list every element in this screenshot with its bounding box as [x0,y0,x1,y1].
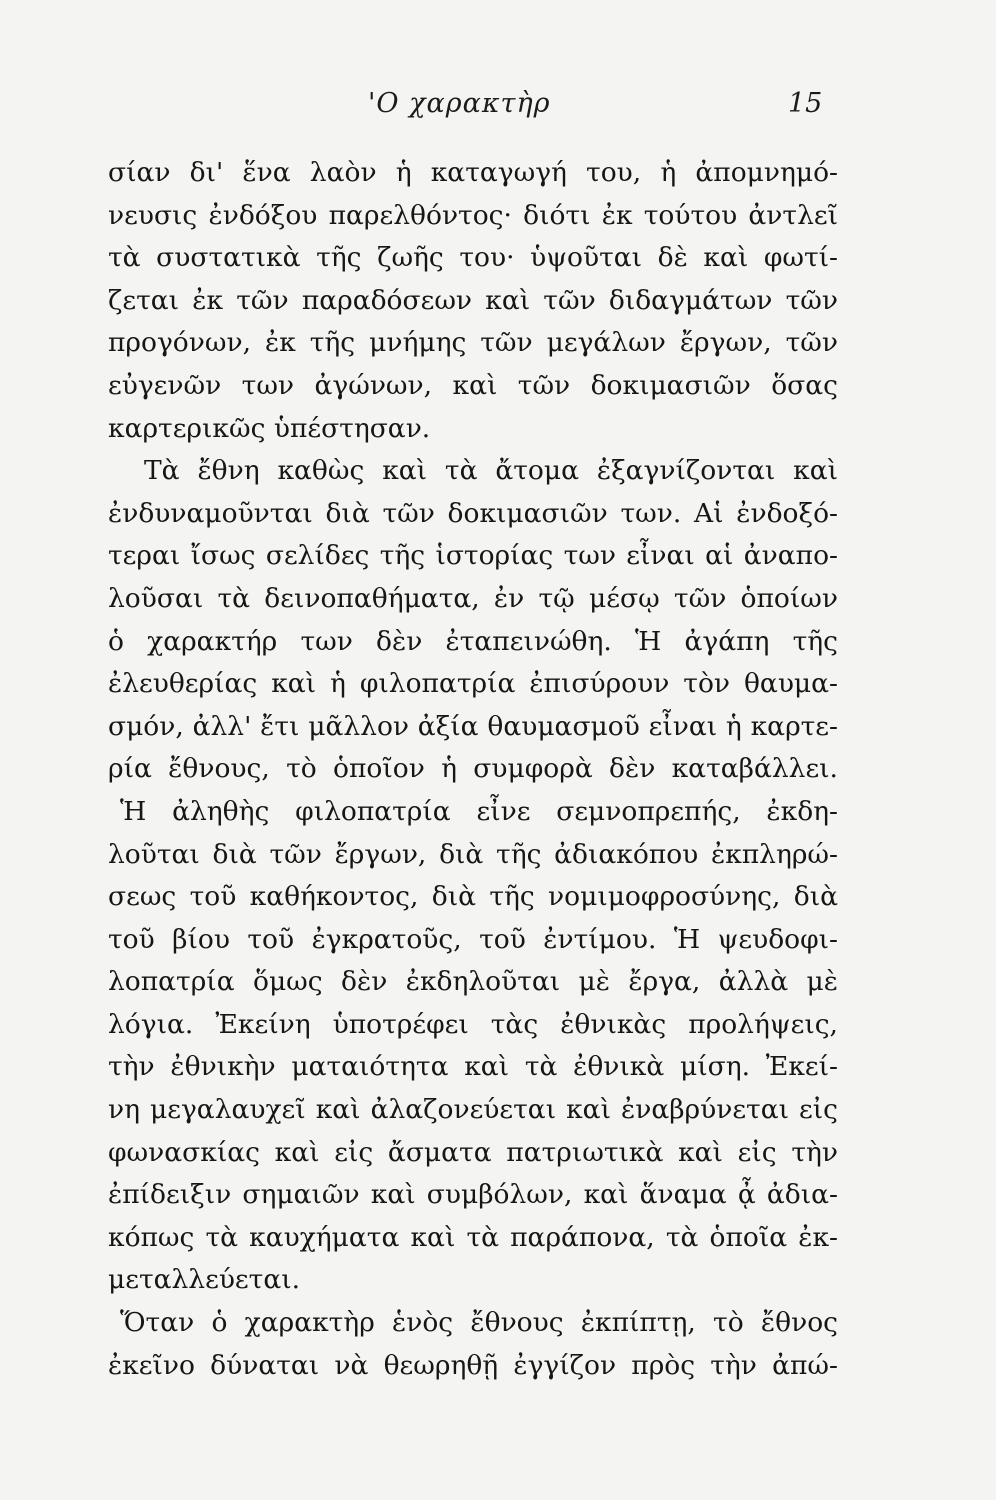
text-line: νευσις ἐνδόξου παρελθόντος· διότι ἐκ τούτου ἀντλεῖ [108,199,838,231]
text-line: σεως τοῦ καθήκοντος, διὰ τῆς νομιμοφροσύνης, διὰ [108,881,838,913]
text-line: προγόνων, ἐκ τῆς μνήμης τῶν μεγάλων ἔργων, τῶν [108,327,838,359]
text-line-paragraph-start: Ἡ ἀληθὴς φιλοπατρία εἶνε σεμνοπρεπής, ἐκδη- [120,795,838,827]
text-line-paragraph-end: καρτερικῶς ὑπέστησαν. [108,412,431,444]
text-line: τὰ συστατικὰ τῆς ζωῆς του· ὑψοῦται δὲ καὶ φωτί- [108,242,838,274]
text-line: σμόν, ἀλλ' ἔτι μᾶλλον ἀξία θαυμασμοῦ εἶναι ἡ καρτε- [108,710,838,742]
text-line: ἐλευθερίας καὶ ἡ φιλοπατρία ἐπισύρουν τὸν θαυμα- [108,668,838,700]
text-line: ἐπίδειξιν σημαιῶν καὶ συμβόλων, καὶ ἅναμα ᾆ ἀδια- [108,1179,838,1211]
text-line-paragraph-end: μεταλλεύεται. [108,1264,301,1296]
text-line: τοῦ βίου τοῦ ἐγκρατοῦς, τοῦ ἐντίμου. Ἡ ψευδοφι- [108,923,838,955]
text-line: εὐγενῶν των ἀγώνων, καὶ τῶν δοκιμασιῶν ὅσας [108,369,838,401]
page-number: 15 [788,88,823,119]
text-line: τεραι ἴσως σελίδες τῆς ἱστορίας των εἶναι αἱ ἀναπο- [108,540,838,572]
text-line: νη μεγαλαυχεῖ καὶ ἀλαζονεύεται καὶ ἐναβρύνεται εἰς [108,1094,838,1126]
text-line: λοῦσαι τὰ δεινοπαθήματα, ἐν τῷ μέσῳ τῶν ὁποίων [108,582,838,614]
text-line: λόγια. Ἐκείνη ὑποτρέφει τὰς ἐθνικὰς προλήψεις, [108,1008,838,1040]
running-head [0,88,996,128]
text-line: κόπως τὰ καυχήματα καὶ τὰ παράπονα, τὰ ὁποῖα ἐκ- [108,1221,838,1253]
text-line: ἐνδυναμοῦνται διὰ τῶν δοκιμασιῶν των. Αἱ ἐνδοξό- [108,497,838,529]
text-line-paragraph-start: Τὰ ἔθνη καθὼς καὶ τὰ ἄτομα ἐξαγνίζονται καὶ [144,455,838,487]
text-line: λοπατρία ὅμως δὲν ἐκδηλοῦται μὲ ἔργα, ἀλλὰ μὲ [108,966,838,998]
text-line: ὁ χαρακτήρ των δὲν ἐταπεινώθη. Ἡ ἀγάπη τῆς [108,625,838,657]
body-text [108,152,838,1387]
text-line: ἐκεῖνο δύναται νὰ θεωρηθῇ ἐγγίζον πρὸς τὴν ἀπώ- [108,1349,838,1381]
text-line: λοῦται διὰ τῶν ἔργων, διὰ τῆς ἀδιακόπου ἐκπληρώ- [108,838,838,870]
text-line: φωνασκίας καὶ εἰς ἄσματα πατριωτικὰ καὶ εἰς τὴν [108,1136,838,1168]
text-line: σίαν δι' ἕνα λαὸν ἡ καταγωγή του, ἡ ἀπομνημό- [108,157,838,188]
text-line-paragraph-start: Ὅταν ὁ χαρακτὴρ ἑνὸς ἔθνους ἐκπίπτῃ, τὸ ἔθνος [120,1307,838,1339]
text-line: ρία ἔθνους, τὸ ὁποῖον ἡ συμφορὰ δὲν καταβάλλει. [108,753,838,785]
running-title: 'Ο χαρακτὴρ [368,88,551,119]
text-line: τὴν ἐθνικὴν ματαιότητα καὶ τὰ ἐθνικὰ μίση. Ἐκεί- [108,1051,838,1083]
text-line: ζεται ἐκ τῶν παραδόσεων καὶ τῶν διδαγμάτων τῶν [108,284,838,316]
